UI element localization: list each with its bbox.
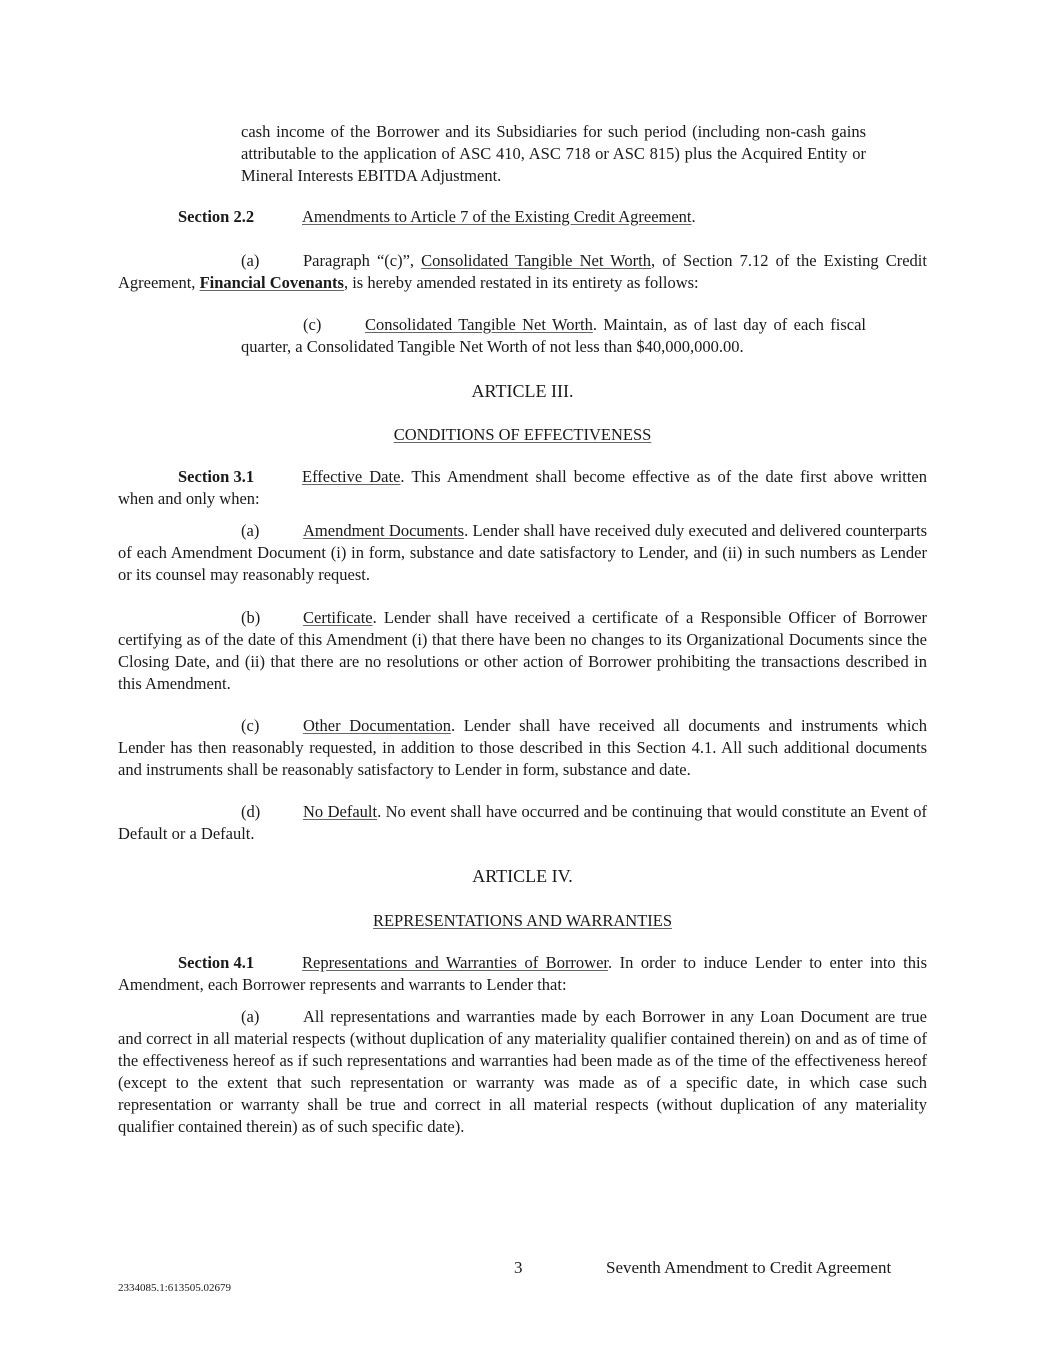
section-4-1-a bbox=[118, 1006, 927, 1138]
article-4-heading: ARTICLE IV. bbox=[472, 866, 573, 886]
section-2-2-heading bbox=[178, 206, 878, 228]
subheading-text: CONDITIONS OF EFFECTIVENESS bbox=[393, 425, 652, 444]
item-title: Consolidated Tangible Net Worth bbox=[365, 315, 593, 334]
item-title: Other Documentation bbox=[303, 716, 451, 735]
section-title: Effective Date bbox=[302, 467, 401, 486]
section-2-2-c bbox=[241, 314, 866, 358]
article-4-subheading bbox=[118, 910, 927, 932]
article-3-heading: ARTICLE III. bbox=[471, 381, 574, 401]
text: , is hereby amended restated in its entirety as follows: bbox=[343, 273, 699, 292]
text: . In order to induce Lender to enter into this Amendment, each Borrower represents and warrants to Lender that: bbox=[118, 953, 927, 994]
document-body bbox=[0, 121, 1055, 1138]
item-label: (b) bbox=[241, 608, 261, 627]
bold-term: Financial Covenants bbox=[199, 273, 344, 292]
section-title: Representations and Warranties of Borrower bbox=[302, 953, 609, 972]
page-number: 3 bbox=[514, 1258, 523, 1277]
item-label: (d) bbox=[241, 802, 261, 821]
section-label: Section 2.2 bbox=[178, 207, 255, 226]
item-title: Certificate bbox=[303, 608, 373, 627]
section-label: Section 4.1 bbox=[178, 953, 255, 972]
item-title: No Default bbox=[303, 802, 378, 821]
item-label: (a) bbox=[241, 521, 260, 540]
text: Paragraph “(c)”, bbox=[303, 251, 422, 270]
section-title: Amendments to Article 7 of the Existing Credit Agreement bbox=[302, 207, 692, 226]
text: . No event shall have occurred and be continuing that would constitute an Event of Default or a Default. bbox=[118, 802, 927, 843]
text: . This Amendment shall become effective as of the date first above written when and only when: bbox=[118, 467, 928, 508]
section-4-1 bbox=[118, 952, 927, 996]
punct: . bbox=[691, 207, 696, 226]
item-label: (a) bbox=[241, 251, 260, 270]
item-label: (c) bbox=[241, 716, 260, 735]
text: . Lender shall have received a certificate of a Responsible Officer of Borrower certifying as of the date of this Amendment (i) that there have been no changes to its Organizational Documents since the Closing Date, and (ii) that there are no resolutions or other action of Borrower prohibiting the transactions described in this Amendment. bbox=[118, 608, 927, 693]
section-3-1 bbox=[118, 466, 927, 510]
footer-title: Seventh Amendment to Credit Agreement bbox=[606, 1258, 892, 1277]
item-label: (a) bbox=[241, 1007, 260, 1026]
item-title: Amendment Documents bbox=[303, 521, 465, 540]
intro-paragraph bbox=[241, 121, 866, 187]
section-2-2-a bbox=[118, 250, 927, 294]
section-3-1-a bbox=[118, 520, 927, 586]
text: . Lender shall have received all documents and instruments which Lender has then reasonably requested, in addition to those described in this Section 4.1. All such additional documents and instruments shall be reasonably satisfactory to Lender in form, substance and date. bbox=[118, 716, 927, 779]
section-3-1-d bbox=[118, 801, 927, 845]
section-label: Section 3.1 bbox=[178, 467, 255, 486]
article-3-subheading bbox=[118, 424, 927, 446]
text: . Lender shall have received duly executed and delivered counterparts of each Amendment Document (i) in form, substance and date satisfactory to Lender, and (ii) in such numbers as Lender or its counsel may reasonably request. bbox=[118, 521, 928, 584]
section-3-1-b bbox=[118, 607, 927, 695]
subheading-text: REPRESENTATIONS AND WARRANTIES bbox=[372, 911, 673, 930]
defined-term: Consolidated Tangible Net Worth bbox=[421, 251, 652, 270]
document-id: 2334085.1:613505.02679 bbox=[118, 1282, 232, 1294]
section-3-1-c bbox=[118, 715, 927, 781]
text: All representations and warranties made by each Borrower in any Loan Document are true and correct in all material respects (without duplication of any materiality qualifier contained therein) on and as of time of the effectiveness hereof as if such representations and warranties had been made as of the time of the effectiveness hereof (except to the extent that such representation or warranty was made as of a specific date, in which case such representation or warranty shall be true and correct in all material respects (without duplication of any materiality qualifier contained therein) as of such specific date). bbox=[118, 1007, 927, 1136]
intro-text: cash income of the Borrower and its Subsidiaries for such period (including non-cash gains attributable to the application of ASC 410, ASC 718 or ASC 815) plus the Acquired Entity or Mineral Interests EBITDA Adjustment. bbox=[241, 122, 866, 185]
text: . Maintain, as of last day of each fiscal quarter, a Consolidated Tangible Net Worth of not less than $40,000,000.00. bbox=[241, 315, 866, 356]
item-label: (c) bbox=[303, 315, 322, 334]
text: , of Section 7.12 of the Existing Credit Agreement, bbox=[118, 251, 927, 292]
